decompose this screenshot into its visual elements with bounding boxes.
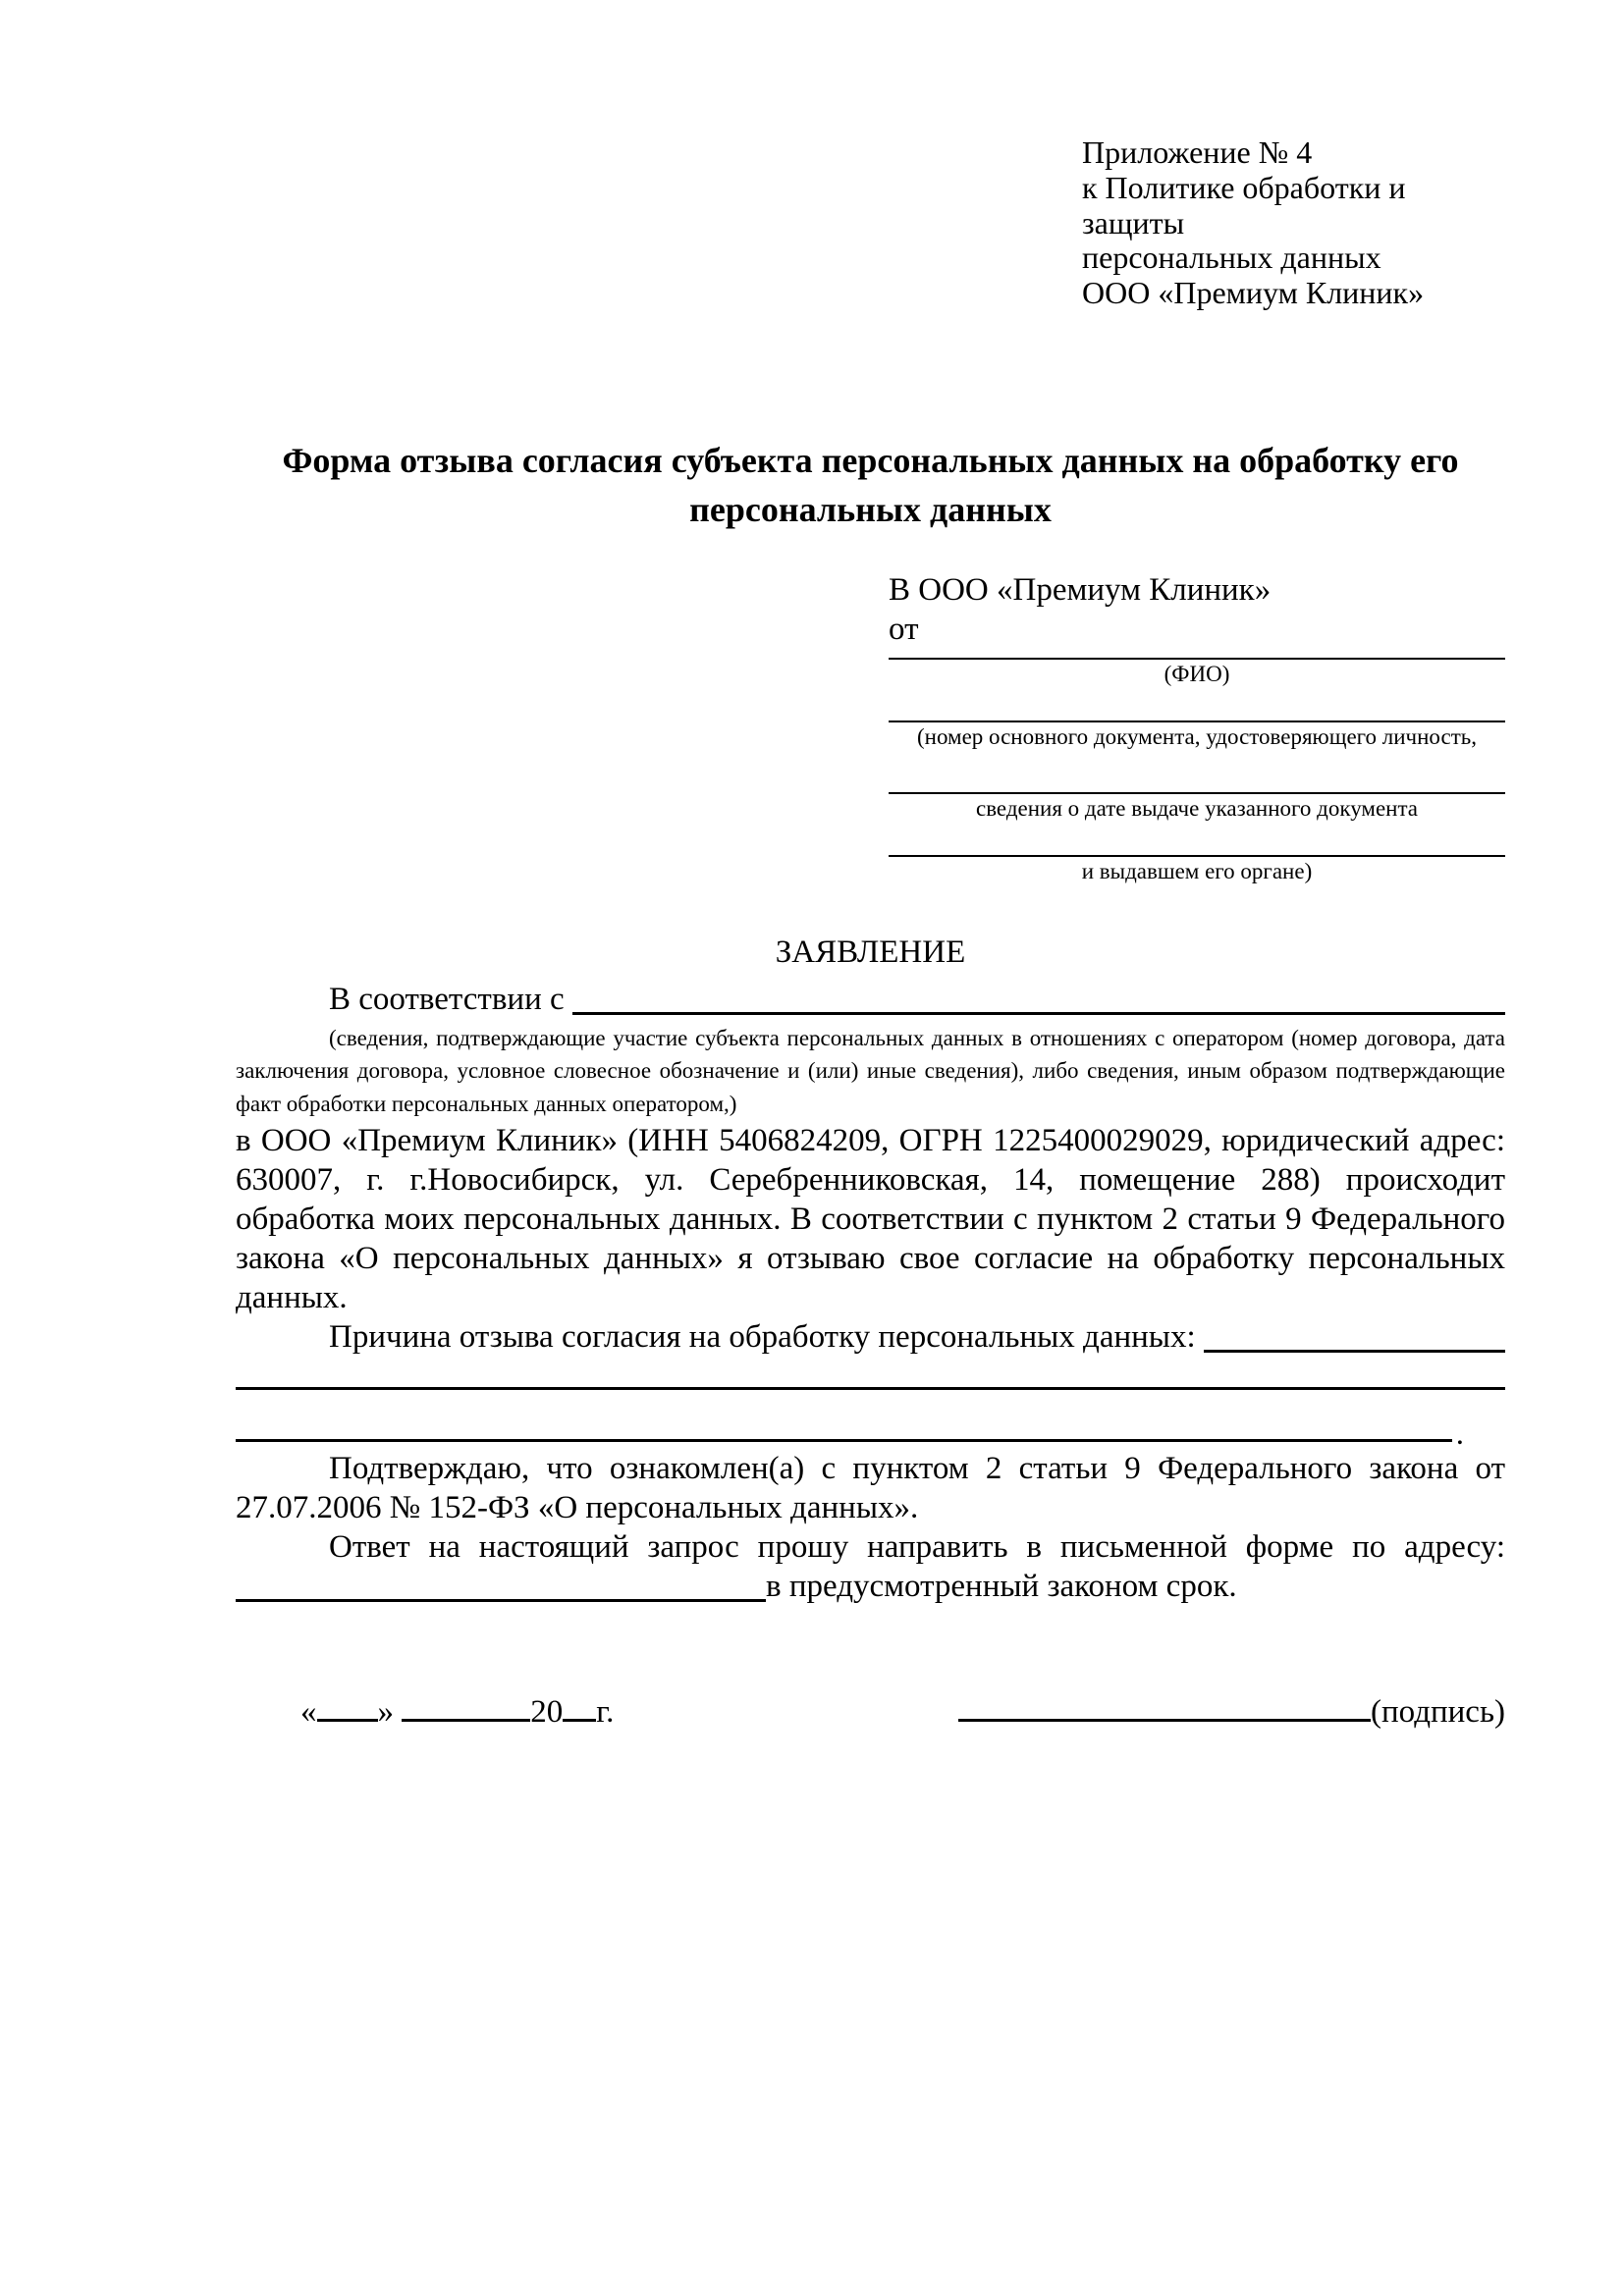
doc-issuer-caption: и выдавшем его органе) <box>1081 859 1313 884</box>
reason-row <box>236 1318 1505 1358</box>
line-end-period: . <box>1455 1415 1464 1452</box>
date-quote-close: » <box>377 1694 394 1731</box>
doc-issue-date-caption: сведения о дате выдаче указанного документа <box>975 796 1419 822</box>
reason-blank-line <box>1204 1318 1505 1353</box>
date-year-blank-line <box>563 1717 596 1722</box>
reason-continuation-line-2 <box>236 1415 1505 1452</box>
in-accordance-label: В соответствии с <box>329 982 572 1018</box>
date-year-prefix: 20 <box>530 1694 564 1731</box>
date-field <box>236 1654 614 1772</box>
date-signature-row <box>236 1654 1505 1772</box>
appendix-line-4: ООО «Премиум Клиник» <box>1082 275 1425 311</box>
date-day-blank-line <box>317 1717 378 1722</box>
document-title: Форма отзыва согласия субъекта персональных данных на обработку его персональных данных <box>282 441 1459 529</box>
date-quote-open: « <box>300 1694 317 1731</box>
signature-caption: (подпись) <box>1371 1694 1505 1731</box>
appendix-line-2: к Политике обработки и защиты <box>1082 169 1406 240</box>
reply-address-row <box>236 1568 1505 1607</box>
reply-request-paragraph: Ответ на настоящий запрос прошу направить в письменной форме по адресу: <box>329 1529 1505 1566</box>
appendix-line-1: Приложение № 4 <box>1082 134 1313 170</box>
date-month-blank-line <box>402 1717 530 1722</box>
in-accordance-row <box>236 981 1505 1020</box>
reply-address-blank-line <box>236 1568 766 1602</box>
recipient-to: В ООО «Премиум Клиник» <box>889 572 1272 609</box>
doc-number-caption: (номер основного документа, удостоверяющего личность, <box>916 723 1477 749</box>
document-content <box>236 0 1505 1772</box>
reason-label: Причина отзыва согласия на обработку персональных данных: <box>329 1318 1204 1355</box>
statement-heading: ЗАЯВЛЕНИЕ <box>775 934 966 971</box>
recipient-from-label: от <box>889 612 919 648</box>
signature-blank-line <box>958 1717 1371 1722</box>
signature-field <box>893 1654 1505 1772</box>
statement-body-paragraph: в ООО «Премиум Клиник» (ИНН 5406824209, ОГРН 1225400029029, юридический адрес: 630007, г. г.Новосибирск, ул. Серебренниковская, 14, помещение 288) происходит обработка моих персональных данных. В соответствии с пунктом 2 статьи 9 Федерального закона «О персональных данных» я отзываю свое согласие на обработку персональных данных. <box>236 1123 1505 1315</box>
reason-continuation-line-1 <box>236 1387 1505 1390</box>
reason-continuation-blank-line <box>236 1439 1452 1442</box>
fine-print-note: (сведения, подтверждающие участие субъекта персональных данных в отношениях с оператором (номер договора, дата заключения договора, условное словесное обозначение и (или) иные сведения), либо сведения, иным образом подтверждающие факт обработки персональных данных оператором,) <box>236 1026 1505 1116</box>
appendix-line-3: персональных данных <box>1082 240 1381 276</box>
reply-deadline-text: в предусмотренный законом срок. <box>766 1569 1237 1605</box>
confirmation-paragraph: Подтверждаю, что ознакомлен(а) с пунктом 2 статьи 9 Федерального закона от 27.07.2006 № 152-ФЗ «О персональных данных». <box>236 1451 1505 1526</box>
in-accordance-blank-line <box>572 981 1505 1015</box>
appendix-header <box>1082 135 1505 311</box>
recipient-block <box>889 571 1505 886</box>
fio-caption: (ФИО) <box>1164 661 1230 686</box>
date-year-suffix: г. <box>596 1694 615 1731</box>
